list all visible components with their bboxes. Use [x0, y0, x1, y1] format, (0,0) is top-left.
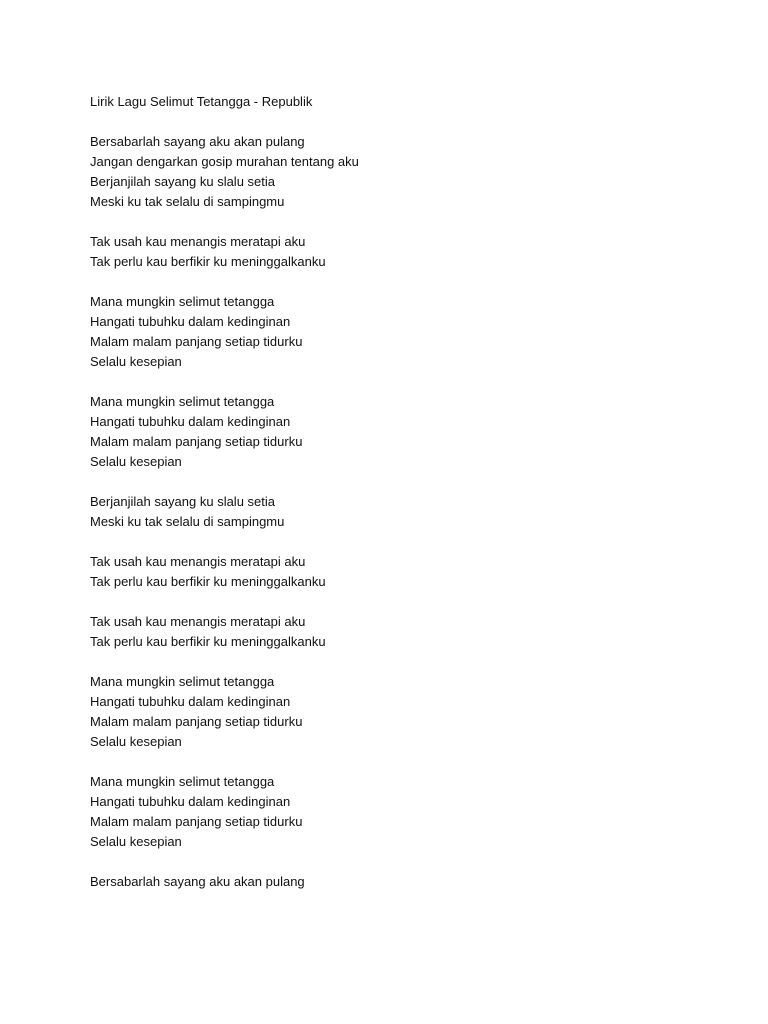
document-body — [90, 92, 710, 912]
lyric-line: Jangan dengarkan gosip murahan tentang aku — [90, 154, 359, 169]
lyric-line: Selalu kesepian — [90, 834, 182, 849]
lyric-line: Bersabarlah sayang aku akan pulang — [90, 134, 305, 149]
lyrics-stanza — [90, 672, 710, 752]
lyric-line: Hangati tubuhku dalam kedinginan — [90, 414, 291, 429]
lyric-line: Hangati tubuhku dalam kedinginan — [90, 314, 291, 329]
lyric-line: Selalu kesepian — [90, 454, 182, 469]
lyrics-stanza — [90, 132, 710, 212]
lyric-line: Malam malam panjang setiap tidurku — [90, 714, 303, 729]
lyrics-stanza — [90, 232, 710, 272]
lyric-line: Selalu kesepian — [90, 734, 182, 749]
lyric-line: Berjanjilah sayang ku slalu setia — [90, 174, 275, 189]
lyrics-stanza — [90, 492, 710, 532]
lyric-line: Tak usah kau menangis meratapi aku — [90, 234, 306, 249]
lyric-line: Tak perlu kau berfikir ku meninggalkanku — [90, 574, 326, 589]
lyric-line: Bersabarlah sayang aku akan pulang — [90, 874, 305, 889]
lyrics-stanza — [90, 292, 710, 372]
lyric-line: Meski ku tak selalu di sampingmu — [90, 514, 285, 529]
lyric-line: Mana mungkin selimut tetangga — [90, 294, 275, 309]
lyric-line: Meski ku tak selalu di sampingmu — [90, 194, 285, 209]
lyric-line: Mana mungkin selimut tetangga — [90, 774, 275, 789]
lyric-line: Berjanjilah sayang ku slalu setia — [90, 494, 275, 509]
lyric-line: Tak usah kau menangis meratapi aku — [90, 554, 306, 569]
lyrics-stanza — [90, 612, 710, 652]
lyric-line: Malam malam panjang setiap tidurku — [90, 814, 303, 829]
lyric-line: Tak usah kau menangis meratapi aku — [90, 614, 306, 629]
lyrics-stanza — [90, 392, 710, 472]
lyric-line: Tak perlu kau berfikir ku meninggalkanku — [90, 634, 326, 649]
lyrics-stanza — [90, 872, 710, 892]
lyric-line: Mana mungkin selimut tetangga — [90, 394, 275, 409]
lyric-line: Malam malam panjang setiap tidurku — [90, 334, 303, 349]
lyric-line: Malam malam panjang setiap tidurku — [90, 434, 303, 449]
lyrics-stanza — [90, 772, 710, 852]
lyric-line: Hangati tubuhku dalam kedinginan — [90, 794, 291, 809]
lyric-line: Hangati tubuhku dalam kedinginan — [90, 694, 291, 709]
lyric-line: Mana mungkin selimut tetangga — [90, 674, 275, 689]
document-title: Lirik Lagu Selimut Tetangga - Republik — [90, 94, 313, 109]
lyric-line: Selalu kesepian — [90, 354, 182, 369]
lyric-line: Tak perlu kau berfikir ku meninggalkanku — [90, 254, 326, 269]
lyrics-stanza — [90, 552, 710, 592]
